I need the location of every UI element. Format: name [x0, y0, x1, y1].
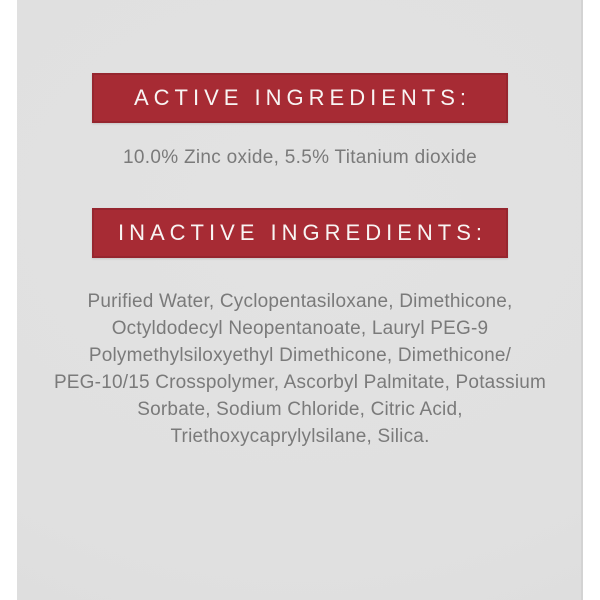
- inactive-ingredients-line: Octyldodecyl Neopentanoate, Lauryl PEG-9: [111, 318, 489, 339]
- inactive-ingredients-line: Sorbate, Sodium Chloride, Citric Acid,: [137, 399, 463, 420]
- inactive-ingredients-header: INACTIVE INGREDIENTS:: [117, 220, 488, 245]
- inactive-ingredients-line: PEG-10/15 Crosspolymer, Ascorbyl Palmitate, Potassium: [53, 372, 547, 393]
- label-background: [17, 0, 583, 600]
- active-ingredients-text: 10.0% Zinc oxide, 5.5% Titanium dioxide: [123, 147, 477, 168]
- inactive-ingredients-line: Purified Water, Cyclopentasiloxane, Dimethicone,: [87, 291, 513, 312]
- active-ingredients-banner: [92, 73, 508, 123]
- active-ingredients-header: ACTIVE INGREDIENTS:: [133, 85, 472, 110]
- inactive-ingredients-list: [17, 288, 583, 450]
- inactive-ingredients-banner: [92, 208, 508, 258]
- inactive-ingredients-line: Polymethylsiloxyethyl Dimethicone, Dimethicone/: [88, 345, 512, 366]
- inactive-ingredients-line: Triethoxycaprylylsilane, Silica.: [170, 426, 430, 447]
